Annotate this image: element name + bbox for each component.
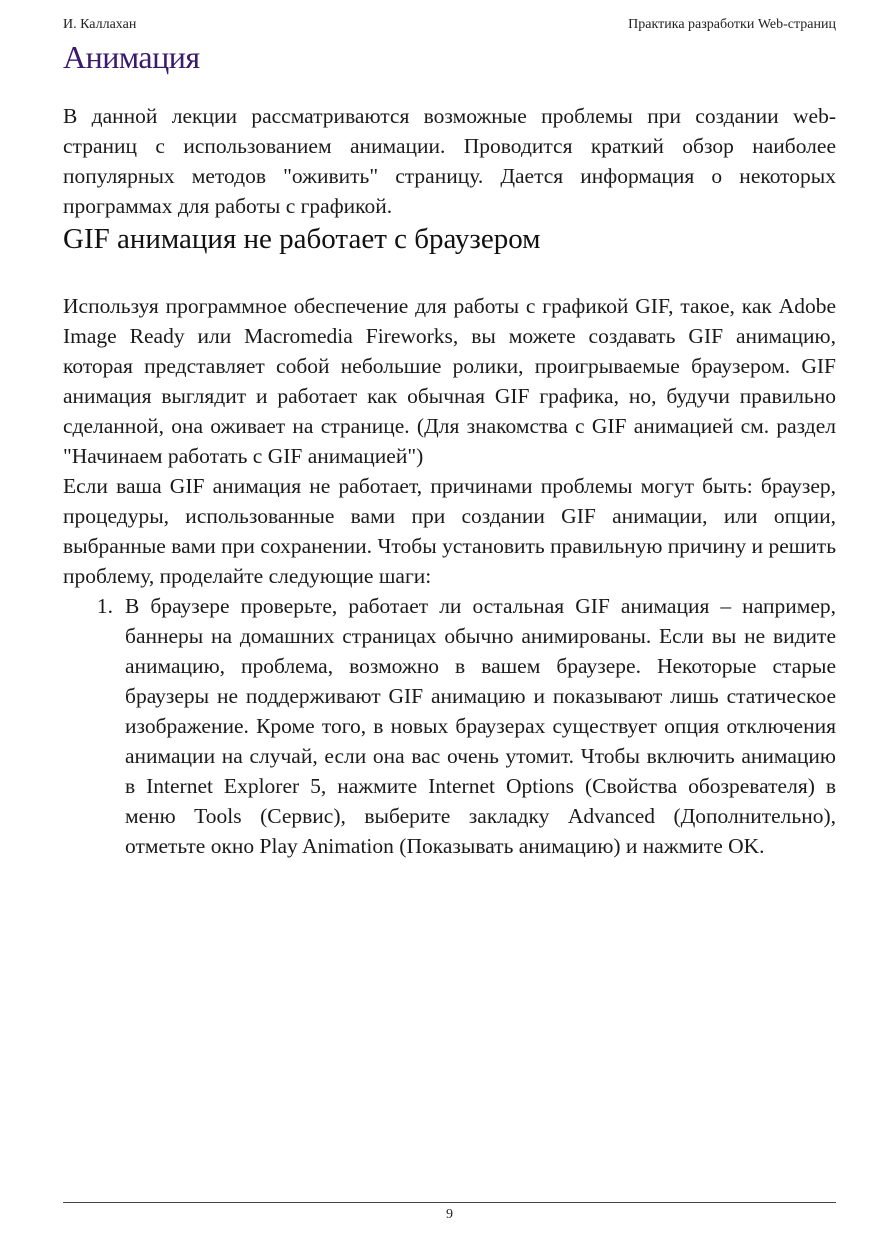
running-header (63, 16, 836, 34)
chapter-title: Анимация (63, 39, 200, 75)
list-item-text: В браузере проверьте, работает ли остальная GIF анимация – например, баннеры на домашних страницах обычно анимированы. Если вы не видите анимацию, проблема, возможно в вашем браузере. Некоторые старые браузеры не поддерживают GIF анимацию и показывают лишь статическое изображение. Кроме того, в новых браузерах существует опция отключения анимации на случай, если она вас очень утомит. Чтобы включить анимацию в Internet Explorer 5, нажмите Internet Options (Свойства обозревателя) в меню Tools (Сервис), выберите закладку Advanced (Дополнительно), отметьте окно Play Animation (Показывать анимацию) и нажмите OK. (125, 594, 836, 858)
intro-paragraph: В данной лекции рассматриваются возможные проблемы при создании web-страниц с использованием анимации. Проводится краткий обзор наиболее популярных методов "оживить" страницу. Дается информация о некоторых программах для работы с графикой. (63, 104, 836, 218)
page-content (63, 101, 836, 861)
section-heading: GIF анимация не работает с браузером (63, 223, 541, 255)
body-paragraph: Используя программное обеспечение для работы с графикой GIF, такое, как Adobe Image Ready или Macromedia Fireworks, вы можете создавать GIF анимацию, которая представляет собой небольшие ролики, проигрываемые браузером. GIF анимация выглядит и работает как обычная GIF графика, но, будучи правильно сделанной, она оживает на странице. (Для знакомства с GIF анимацией см. раздел "Начинаем работать с GIF анимацией") (63, 294, 836, 468)
list-item (63, 591, 836, 861)
footer-divider (63, 1202, 836, 1203)
steps-list (63, 591, 836, 861)
body-paragraph: Если ваша GIF анимация не работает, причинами проблемы могут быть: браузер, процедуры, использованные вами при создании GIF анимации, или опции, выбранные вами при сохранении. Чтобы установить правильную причину и решить проблему, проделайте следующие шаги: (63, 474, 836, 588)
header-author: И. Каллахан (63, 17, 137, 32)
list-item-number: 1. (96, 594, 113, 618)
header-book-title: Практика разработки Web-страниц (628, 17, 836, 32)
page-number: 9 (446, 1207, 453, 1222)
